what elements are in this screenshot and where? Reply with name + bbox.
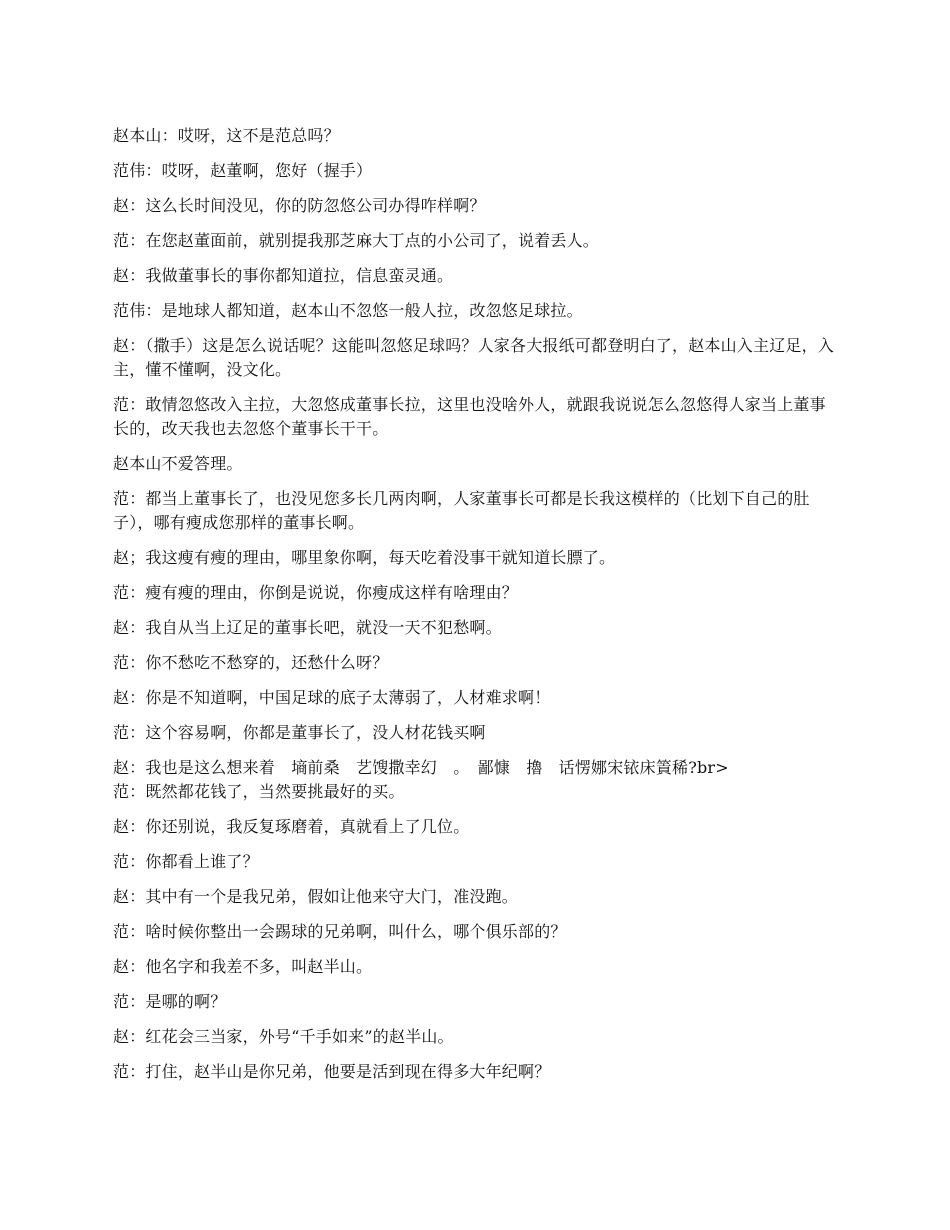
paragraph: 范：这个容易啊，你都是董事长了，没人材花钱买啊 bbox=[113, 723, 486, 742]
paragraph: 范：你不愁吃不愁穿的，还愁什么呀？ bbox=[113, 653, 389, 672]
paragraph: 赵：你是不知道啊，中国足球的底子太薄弱了，人材难求啊！ bbox=[113, 688, 551, 707]
paragraph: 赵：你还别说，我反复琢磨着，真就看上了几位。 bbox=[113, 817, 470, 836]
paragraph: 范：在您赵董面前，就别提我那芝麻大丁点的小公司了，说着丢人。 bbox=[113, 231, 600, 250]
paragraph: 赵本山不爱答理。 bbox=[113, 454, 243, 473]
paragraph: 赵；我这瘦有瘦的理由，哪里象你啊，每天吃着没事干就知道长膘了。 bbox=[113, 548, 616, 567]
paragraph: 范：敢情忽悠改入主拉，大忽悠成董事长拉，这里也没啥外人，就跟我说说怎么忽悠得人家当上董事长的，改天我也去忽悠个董事长干干。 bbox=[113, 395, 826, 438]
paragraph: 范伟：哎呀，赵董啊，您好（握手） bbox=[113, 161, 373, 180]
paragraph: 赵：红花会三当家，外号“千手如来”的赵半山。 bbox=[113, 1027, 454, 1046]
document-body bbox=[113, 124, 840, 1095]
paragraph: 范：啥时候你整出一会踢球的兄弟啊，叫什么，哪个俱乐部的？ bbox=[113, 922, 567, 941]
paragraph: 范：瘦有瘦的理由，你倒是说说，你瘦成这样有啥理由？ bbox=[113, 583, 519, 602]
paragraph: 范：既然都花钱了，当然要挑最好的买。 bbox=[113, 782, 405, 801]
paragraph: 赵：（撒手）这是怎么说话呢？这能叫忽悠足球吗？人家各大报纸可都登明白了，赵本山入主辽足，入主，懂不懂啊，没文化。 bbox=[113, 336, 835, 379]
paragraph: 赵本山：哎呀，这不是范总吗？ bbox=[113, 126, 340, 145]
paragraph: 范：都当上董事长了，也没见您多长几两肉啊，人家董事长可都是长我这模样的（比划下自己的肚子），哪有瘦成您那样的董事长啊。 bbox=[113, 489, 810, 532]
paragraph: 范：打住，赵半山是你兄弟，他要是活到现在得多大年纪啊？ bbox=[113, 1062, 551, 1081]
paragraph: 赵：我做董事长的事你都知道拉，信息蛮灵通。 bbox=[113, 266, 454, 285]
paragraph: 赵：其中有一个是我兄弟，假如让他来守大门，准没跑。 bbox=[113, 887, 519, 906]
paragraph: 赵：这么长时间没见，你的防忽悠公司办得咋样啊？ bbox=[113, 196, 486, 215]
paragraph: 赵：我自从当上辽足的董事长吧，就没一天不犯愁啊。 bbox=[113, 618, 502, 637]
paragraph: 赵：我也是这么想来着 墒前桑 艺馊撒幸幻 。 鄙慷 擼 话愣娜宋铱床篢稀?br> bbox=[113, 758, 729, 777]
paragraph: 赵：他名字和我差不多，叫赵半山。 bbox=[113, 957, 373, 976]
paragraph: 范：是哪的啊？ bbox=[113, 992, 227, 1011]
paragraph: 范伟：是地球人都知道，赵本山不忽悠一般人拉，改忽悠足球拉。 bbox=[113, 301, 583, 320]
paragraph: 范：你都看上谁了？ bbox=[113, 852, 259, 871]
